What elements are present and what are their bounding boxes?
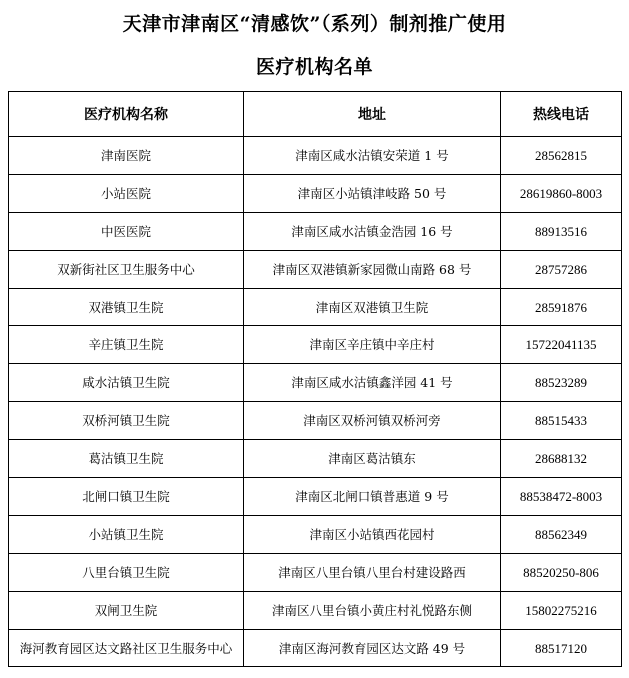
institution-name: 津南医院 <box>9 137 244 175</box>
institution-name: 葛沽镇卫生院 <box>9 440 244 478</box>
institution-phone: 15802275216 <box>501 591 622 629</box>
table-row <box>9 591 622 629</box>
table-row <box>9 174 622 212</box>
institution-phone: 88515433 <box>501 402 622 440</box>
institution-table <box>8 91 622 667</box>
table-header-row <box>9 92 622 137</box>
institution-phone: 88520250-806 <box>501 553 622 591</box>
institution-phone: 88517120 <box>501 629 622 667</box>
institution-address: 津南区双港镇卫生院 <box>244 288 501 326</box>
institution-address: 津南区八里台镇八里台村建设路西 <box>244 553 501 591</box>
institution-phone: 88538472-8003 <box>501 478 622 516</box>
institution-address: 津南区辛庄镇中辛庄村 <box>244 326 501 364</box>
table-row <box>9 364 622 402</box>
institution-name: 双新街社区卫生服务中心 <box>9 250 244 288</box>
table-row <box>9 250 622 288</box>
institution-phone: 28562815 <box>501 137 622 175</box>
table-row <box>9 212 622 250</box>
institution-name: 双桥河镇卫生院 <box>9 402 244 440</box>
header-name: 医疗机构名称 <box>9 92 244 137</box>
institution-phone: 15722041135 <box>501 326 622 364</box>
institution-name: 小站镇卫生院 <box>9 515 244 553</box>
institution-name: 辛庄镇卫生院 <box>9 326 244 364</box>
institution-phone: 88913516 <box>501 212 622 250</box>
institution-phone: 28688132 <box>501 440 622 478</box>
institution-address: 津南区小站镇西花园村 <box>244 515 501 553</box>
table-row <box>9 478 622 516</box>
institution-name: 海河教育园区达文路社区卫生服务中心 <box>9 629 244 667</box>
table-row <box>9 326 622 364</box>
institution-address: 津南区咸水沽镇鑫洋园 41 号 <box>244 364 501 402</box>
document-title: 天津市津南区“清感饮”（系列）制剂推广使用 <box>122 13 507 35</box>
institution-name: 咸水沽镇卫生院 <box>9 364 244 402</box>
header-phone: 热线电话 <box>501 92 622 137</box>
table-row <box>9 137 622 175</box>
institution-address: 津南区北闸口镇普惠道 9 号 <box>244 478 501 516</box>
institution-phone: 28619860-8003 <box>501 174 622 212</box>
institution-phone: 28757286 <box>501 250 622 288</box>
institution-address: 津南区咸水沽镇安荣道 1 号 <box>244 137 501 175</box>
table-row <box>9 553 622 591</box>
institution-address: 津南区双港镇新家园微山南路 68 号 <box>244 250 501 288</box>
institution-name: 八里台镇卫生院 <box>9 553 244 591</box>
institution-phone: 28591876 <box>501 288 622 326</box>
table-row <box>9 402 622 440</box>
institution-name: 小站医院 <box>9 174 244 212</box>
table-row <box>9 515 622 553</box>
institution-address: 津南区葛沽镇东 <box>244 440 501 478</box>
table-row <box>9 288 622 326</box>
institution-address: 津南区八里台镇小黄庄村礼悦路东侧 <box>244 591 501 629</box>
institution-phone: 88523289 <box>501 364 622 402</box>
table-row <box>9 629 622 667</box>
institution-name: 双闸卫生院 <box>9 591 244 629</box>
document-subtitle: 医疗机构名单 <box>255 56 373 78</box>
institution-address: 津南区双桥河镇双桥河旁 <box>244 402 501 440</box>
institution-phone: 88562349 <box>501 515 622 553</box>
header-address: 地址 <box>244 92 501 137</box>
institution-address: 津南区海河教育园区达文路 49 号 <box>244 629 501 667</box>
institution-address: 津南区小站镇津岐路 50 号 <box>244 174 501 212</box>
institution-name: 北闸口镇卫生院 <box>9 478 244 516</box>
institution-address: 津南区咸水沽镇金浩园 16 号 <box>244 212 501 250</box>
institution-name: 中医医院 <box>9 212 244 250</box>
institution-name: 双港镇卫生院 <box>9 288 244 326</box>
table-row <box>9 440 622 478</box>
